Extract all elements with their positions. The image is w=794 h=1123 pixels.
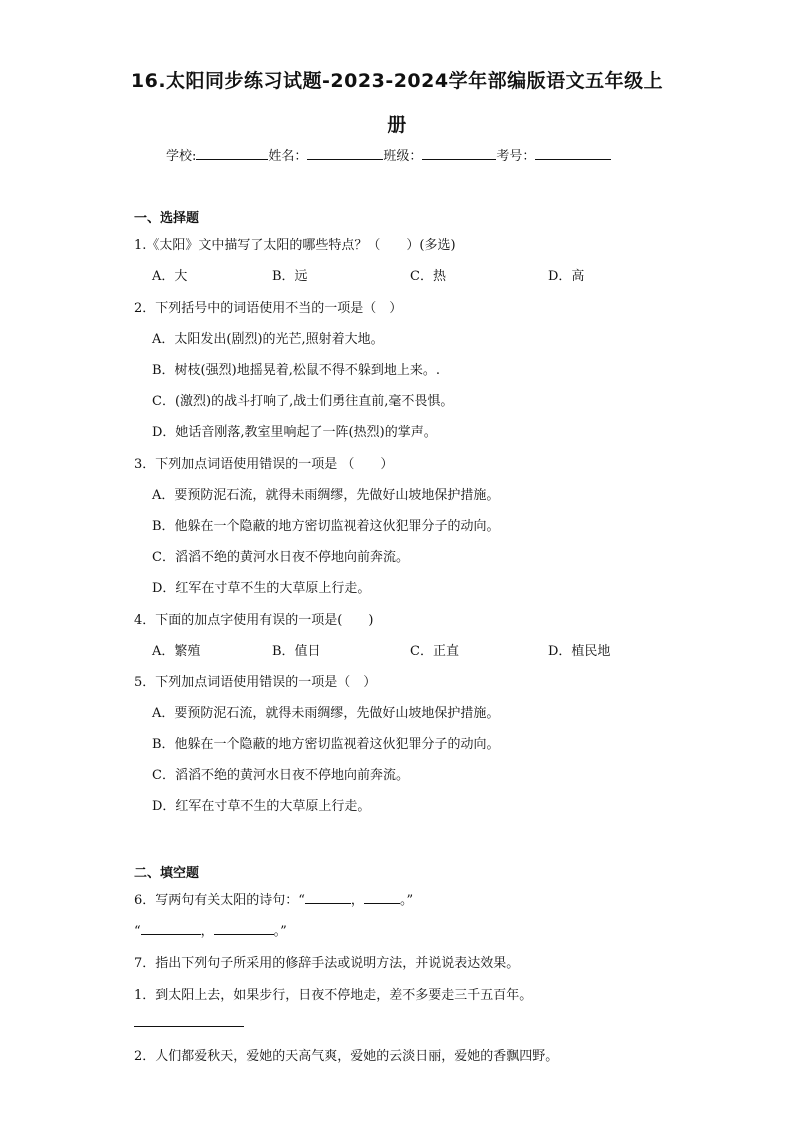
question-5-option-b[interactable]: B．他躲在一个隐蔽的地方密切监视着这伙犯罪分子的动向。 bbox=[152, 737, 500, 752]
question-7-stem: 7．指出下列句子所采用的修辞手法或说明方法，并说说表达效果。 bbox=[134, 956, 520, 971]
question-6-prefix: 6．写两句有关太阳的诗句：“ bbox=[134, 893, 305, 908]
question-1-option-d[interactable]: D．高 bbox=[548, 269, 585, 284]
class-label: 班级： bbox=[383, 149, 423, 164]
question-4-option-b[interactable]: B．值日 bbox=[272, 644, 321, 659]
question-6-close-quote: 。” bbox=[399, 893, 414, 908]
class-field[interactable] bbox=[422, 147, 496, 160]
question-3-option-a[interactable]: A．要预防泥石流，就得未雨绸缪，先做好山坡地保护措施。 bbox=[152, 488, 500, 503]
question-4-stem: 4．下面的加点字使用有误的一项是( ) bbox=[134, 613, 374, 628]
question-2-option-b[interactable]: B．树枝(强烈)地摇晃着,松鼠不得不躲到地上来。. bbox=[152, 363, 440, 378]
question-3-option-c[interactable]: C．滔滔不绝的黄河水日夜不停地向前奔流。 bbox=[152, 550, 409, 565]
question-5-option-a[interactable]: A．要预防泥石流，就得未雨绸缪，先做好山坡地保护措施。 bbox=[152, 706, 500, 721]
question-3-option-d[interactable]: D．红军在寸草不生的大草原上行走。 bbox=[152, 581, 371, 596]
question-1-stem: 1.《太阳》文中描写了太阳的哪些特点？（ ）(多选) bbox=[134, 238, 456, 253]
question-4-option-c[interactable]: C．正直 bbox=[410, 644, 459, 659]
name-field[interactable] bbox=[307, 147, 383, 160]
question-6-comma: ， bbox=[350, 893, 364, 908]
school-field[interactable] bbox=[196, 147, 268, 160]
exam-number-field[interactable] bbox=[535, 147, 611, 160]
section-heading-choice: 一、选择题 bbox=[134, 211, 200, 226]
question-6-stem bbox=[134, 889, 413, 908]
section-heading-fill: 二、填空题 bbox=[134, 866, 200, 881]
question-3-option-b[interactable]: B．他躲在一个隐蔽的地方密切监视着这伙犯罪分子的动向。 bbox=[152, 519, 500, 534]
question-2-option-a[interactable]: A．太阳发出(剧烈)的光芒,照射着大地。 bbox=[152, 332, 384, 347]
question-3-stem: 3．下列加点词语使用错误的一项是 （ ） bbox=[134, 457, 394, 472]
question-6-line-2 bbox=[134, 920, 287, 939]
question-6-close-quote-2: 。” bbox=[273, 924, 287, 939]
page-title: 16.太阳同步练习试题-2023-2024学年部编版语文五年级上 bbox=[130, 70, 664, 92]
question-4-option-d[interactable]: D．植民地 bbox=[548, 644, 611, 659]
question-2-stem: 2．下列括号中的词语使用不当的一项是（ ） bbox=[134, 301, 403, 316]
question-1-option-b[interactable]: B．远 bbox=[272, 269, 308, 284]
question-2-option-c[interactable]: C．(激烈)的战斗打响了,战士们勇往直前,毫不畏惧。 bbox=[152, 394, 454, 409]
question-4-option-a[interactable]: A．繁殖 bbox=[152, 644, 201, 659]
question-5-option-c[interactable]: C．滔滔不绝的黄河水日夜不停地向前奔流。 bbox=[152, 768, 409, 783]
question-5-stem: 5．下列加点词语使用错误的一项是（ ） bbox=[134, 675, 377, 690]
question-5-option-d[interactable]: D．红军在寸草不生的大草原上行走。 bbox=[152, 799, 371, 814]
question-7-item-1-answer-line[interactable] bbox=[134, 1026, 244, 1027]
question-6-blank-3[interactable] bbox=[141, 922, 201, 935]
question-7-item-2: 2．人们都爱秋天，爱她的天高气爽，爱她的云淡日丽，爱她的香飘四野。 bbox=[134, 1049, 559, 1064]
question-1-option-a[interactable]: A．大 bbox=[152, 269, 188, 284]
question-1-option-c[interactable]: C．热 bbox=[410, 269, 446, 284]
exam-number-label: 考号： bbox=[496, 149, 536, 164]
page-title-continued: 册 bbox=[387, 114, 407, 136]
student-info-row bbox=[166, 145, 611, 164]
question-6-blank-4[interactable] bbox=[214, 922, 274, 935]
question-6-blank-1[interactable] bbox=[305, 891, 351, 904]
question-2-option-d[interactable]: D．她话音刚落,教室里响起了一阵(热烈)的掌声。 bbox=[152, 425, 437, 440]
question-6-comma-2: ， bbox=[200, 924, 214, 939]
school-label: 学校: bbox=[166, 149, 197, 164]
name-label: 姓名： bbox=[268, 149, 308, 164]
question-7-item-1: 1．到太阳上去，如果步行，日夜不停地走，差不多要走三千五百年。 bbox=[134, 988, 533, 1003]
question-6-blank-2[interactable] bbox=[364, 891, 400, 904]
question-6-open-quote-2: “ bbox=[134, 924, 141, 939]
